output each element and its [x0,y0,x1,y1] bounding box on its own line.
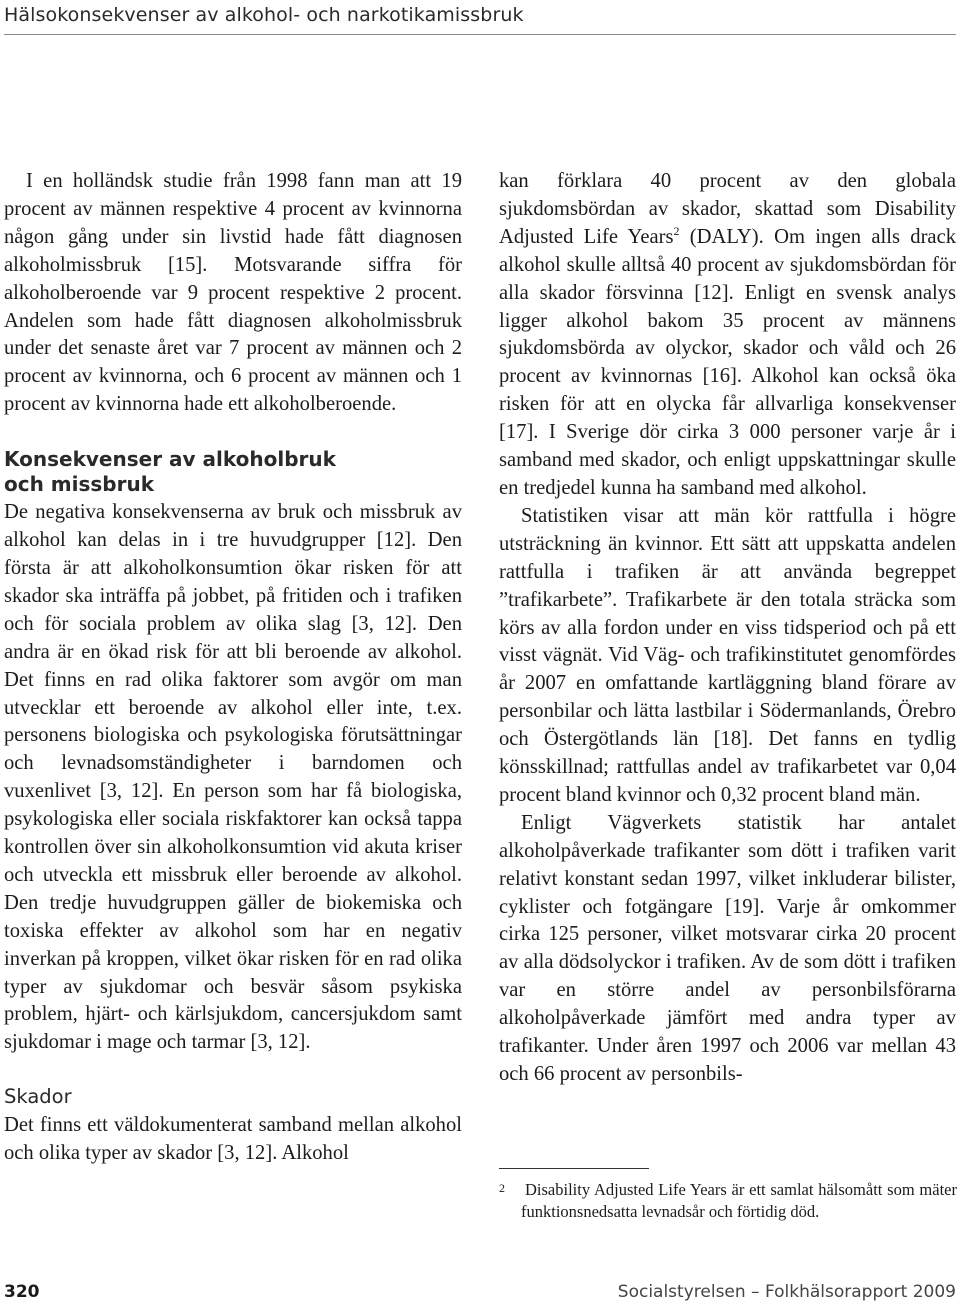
footnote-text: Disability Adjusted Life Years är ett samlat hälsomått som mäter funktionsnedsatta levnadsår och förtidig död. [521,1180,957,1221]
body-paragraph: De negativa konsekvenserna av bruk och missbruk av alkohol kan delas in i tre huvudgrupper [12]. Den första är att alkoholkonsumtion ökar risken för att skador ska inträffa på jobbet, på fritiden och i trafiken och för sociala problem av olika slag [3, 12]. Den andra är en ökad risk för att bli beroende av alkohol. Det finns en rad olika faktorer som avgör om man utvecklar ett beroende av alkohol eller inte, t.ex. personens biologiska och psykologiska förutsättningar och levnadsomständigheter i barndomen och vuxenlivet [3, 12]. En person som har få biologiska, psykologiska eller sociala riskfaktorer kan också tappa kontrollen över sin alkoholkonsumtion vid akuta kriser och utveckla ett missbruk eller beroende av alkohol. Den tredje huvudgruppen gäller de biokemiska och toxiska effekter av alkohol som har en negativ inverkan på kroppen, vilket ökar risken för en rad olika typer av sjukdomar och besvär såsom psykiska problem, hjärt- och kärlsjukdom, cancersjukdom samt sjukdomar i mage och tarmar [3, 12]. [4,501,462,1054]
section-heading-line: Konsekvenser av alkoholbruk [4,447,336,472]
footnote-divider [499,1168,649,1169]
body-paragraph [499,168,956,503]
running-header [4,2,956,35]
footnote-reference: 2 [673,223,680,238]
footnote-marker: 2 [499,1181,505,1195]
body-text: kan förklara 40 procent av den globala sjukdomsbördan av skador, skattad som Disability Adjusted Life Years [499,170,956,248]
body-paragraph: Enligt Vägverkets statistik har antalet alkoholpåverkade trafikanter som dött i trafiken varit relativt konstant sedan 1997, vilket inkluderar bilister, cyklister och fotgängare [19]. Varje år omkommer cirka 125 personer, vilket motsvarar cirka 20 procent av alla dödsolyckor i trafiken. Av de som dött i trafiken var en större andel av personbilsförarna alkoholpåverkade jämfört med andra typer av trafikanter. Under åren 1997 och 2006 var mellan 43 och 66 procent av personbils- [499,811,956,1085]
body-text: (DALY). Om ingen alls drack alkohol skulle alltså 40 procent av sjukdomsbördan för alla skador försvinna [12]. Enligt en svensk analys ligger alkohol bakom 35 procent av männens sjukdomsbörda av olyckor, skador och våld och 26 procent av kvinnornas [16]. Alkohol kan också öka risken för att en olycka får allvarliga konsekvenser [17]. I Sverige dör cirka 3 000 personer varje år i samband med skador, och enligt uppskattningar skulle en tredjedel kunna ha samband med alkohol. [499,225,957,499]
subsection-heading: Skador [4,1085,72,1109]
section-heading [4,447,462,497]
section-heading-line: och missbruk [4,472,155,497]
left-column [4,168,462,1168]
publication-credit: Socialstyrelsen – Folkhälsorapport 2009 [617,1282,956,1302]
footnote [499,1179,957,1223]
body-paragraph: Det finns ett väldokumenterat samband mellan alkohol och olika typer av skador [3, 12]. Alkohol [4,1114,462,1165]
page-number: 320 [4,1282,40,1302]
body-paragraph: Statistiken visar att män kör rattfulla i högre utsträckning än kvinnor. Ett sätt att uppskatta andelen rattfulla i trafiken är att använda begreppet ”trafikarbete”. Trafikarbete är den totala sträcka som körs av alla fordon under en viss tidsperiod och på ett visst vägnät. Vid Väg- och trafikinstitutet genomfördes år 2007 en omfattande kartläggning bland förare av personbilar och lätta lastbilar i Södermanlands, Örebro och Östergötlands län [18]. Det fanns en tydlig könsskillnad; rattfullas andel av trafikarbetet var 0,04 procent bland kvinnor och 0,32 procent bland män. [499,504,956,806]
body-paragraph: I en holländsk studie från 1998 fann man att 19 procent av männen respektive 4 procent av kvinnorna någon gång under sin livstid hade fått diagnosen alkoholmissbruk [15]. Motsvarande siffra för alkoholberoende var 9 procent respektive 2 procent. Andelen som hade fått diagnosen alkoholmissbruk under det senaste året var 7 procent av männen och 2 procent av kvinnorna, och 6 procent av männen och 1 procent av kvinnorna hade ett alkoholberoende. [4,170,462,416]
running-header-title: Hälsokonsekvenser av alkohol- och narkotikamissbruk [4,4,524,26]
right-column [499,168,956,1089]
page-footer [4,1281,956,1303]
